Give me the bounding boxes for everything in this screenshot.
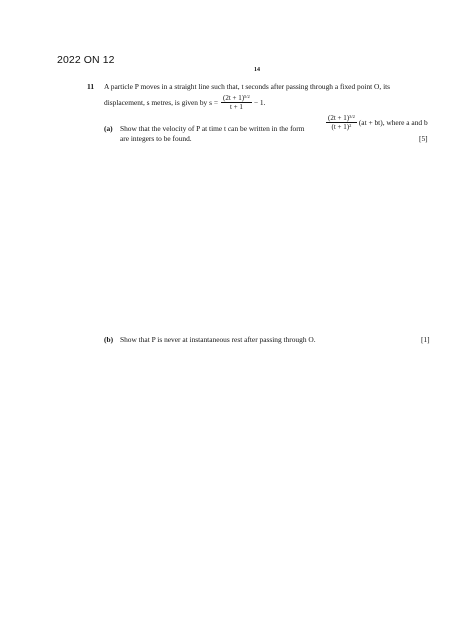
displacement-fraction bbox=[221, 94, 252, 111]
part-b-marks: [1] bbox=[421, 335, 430, 344]
part-b-text: Show that P is never at instantaneous rest after passing through O. bbox=[120, 335, 316, 344]
question-line-2 bbox=[104, 94, 265, 111]
part-a-text: Show that the velocity of P at time t can be written in the form bbox=[120, 124, 305, 133]
velocity-denominator: $(t + 1)^2$ bbox=[331, 123, 352, 131]
displacement-numerator: $(2t + 1)^{5/2}$ bbox=[222, 94, 250, 102]
page-number: 14 bbox=[254, 67, 260, 73]
displacement-exponent: 5/2 bbox=[244, 94, 250, 99]
velocity-numerator: $(2t + 1)^{3/2}$ bbox=[328, 114, 355, 122]
velocity-form bbox=[326, 114, 428, 131]
question-line-1: A particle P moves in a straight line such that, t seconds after passing through a fixed point O, its bbox=[104, 82, 391, 91]
velocity-den-exponent: 2 bbox=[349, 123, 352, 128]
document-header: 2022 ON 12 bbox=[57, 54, 115, 66]
velocity-form-suffix: (at + bt), where a and b bbox=[358, 118, 428, 127]
question-number: 11 bbox=[87, 82, 95, 91]
part-a-marks: [5] bbox=[419, 134, 428, 143]
part-a-line-2: are integers to be found. bbox=[120, 134, 192, 143]
part-a-label: (a) bbox=[104, 124, 113, 133]
part-b-label: (b) bbox=[104, 335, 114, 344]
velocity-fraction bbox=[326, 114, 357, 131]
velocity-num-exponent: 3/2 bbox=[349, 114, 355, 119]
displacement-denominator: t + 1 bbox=[229, 103, 243, 111]
displacement-suffix: − 1. bbox=[253, 98, 266, 107]
displacement-label: displacement, s metres, is given by s = bbox=[104, 98, 218, 107]
